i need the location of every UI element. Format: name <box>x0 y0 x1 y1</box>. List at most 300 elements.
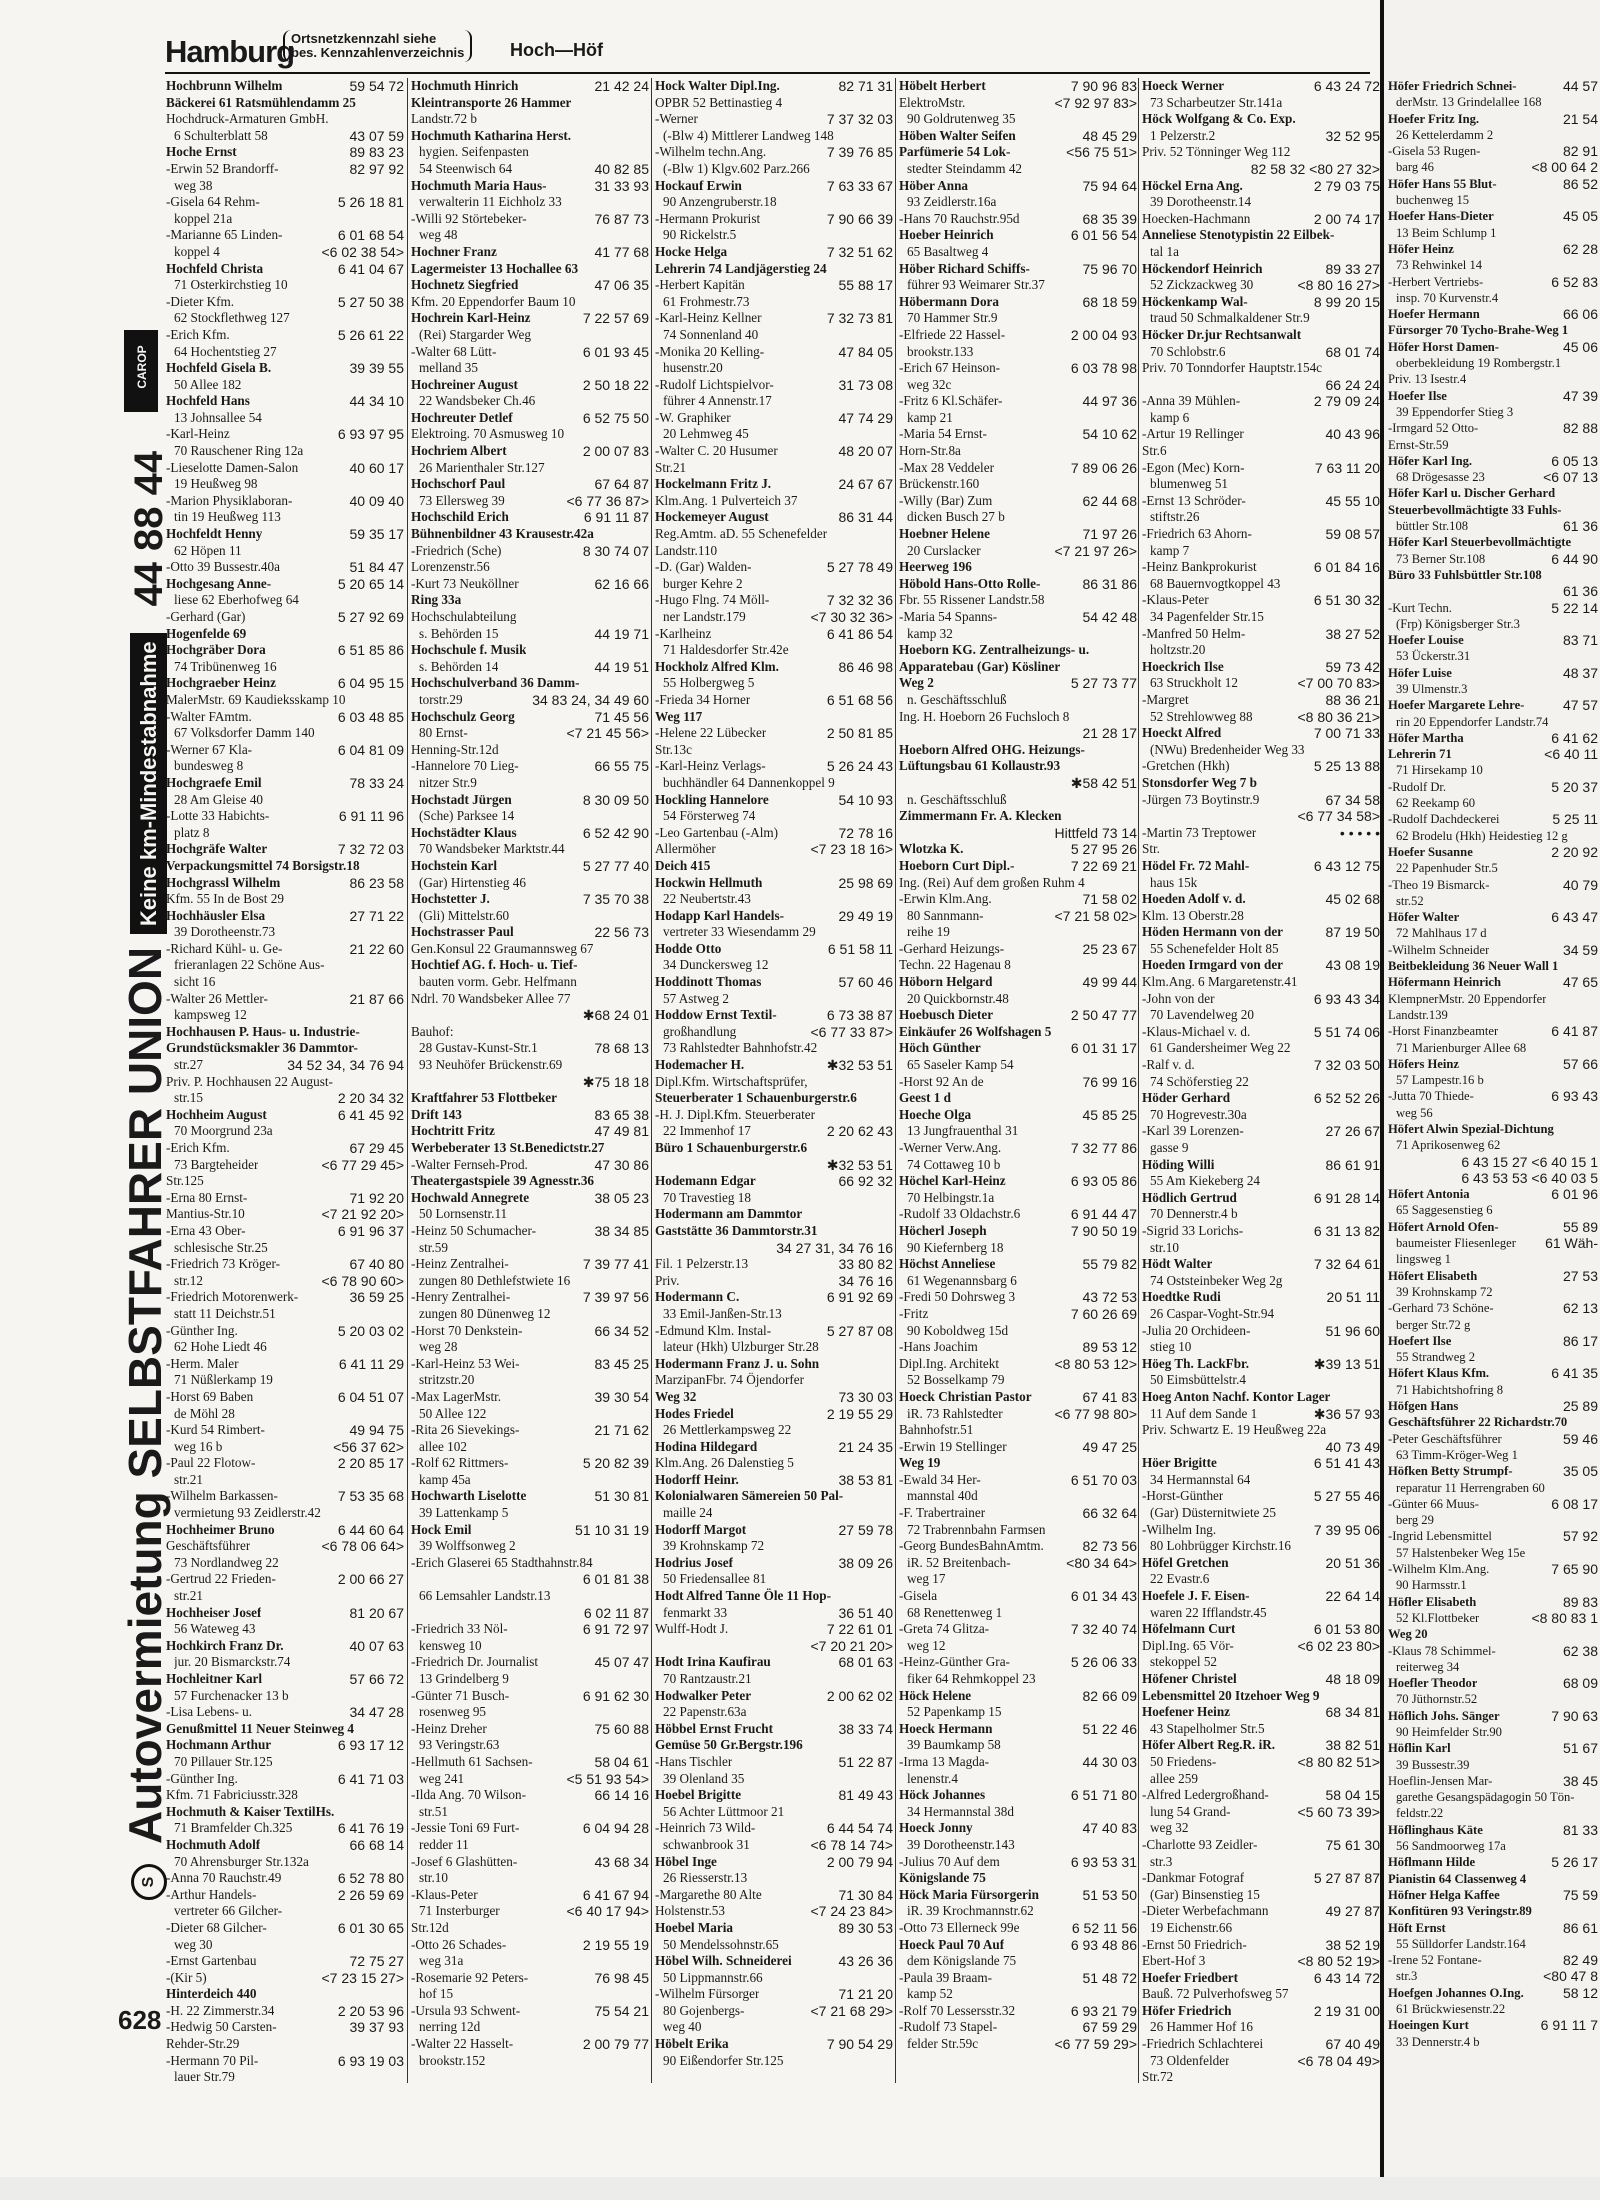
entry-text: Hoeborn Alfred OHG. Heizungs- <box>899 741 1085 757</box>
entry-phone: 40 43 96 <box>1325 426 1380 443</box>
entry-text: Brückenstr.160 <box>899 476 980 492</box>
listing-entry <box>1142 1903 1380 1920</box>
listing-entry <box>1388 1463 1598 1479</box>
listing-entry <box>411 1754 649 1771</box>
entry-phone: 6 43 15 27 <6 40 15 1 <box>1461 1153 1598 1170</box>
listing-entry <box>1388 1675 1598 1691</box>
entry-phone <box>645 1273 649 1290</box>
listing-entry <box>655 1704 893 1721</box>
entry-text: 20 Quickbornstr.48 <box>907 990 1009 1006</box>
entry-text: Hochschule f. Musik <box>411 642 527 658</box>
entry-text: -Herbert Kapitän <box>655 277 745 293</box>
entry-text: Höck Wolfgang & Co. Exp. <box>1142 111 1296 127</box>
entry-text: 70 Pillauer Str.125 <box>174 1753 273 1769</box>
listing-entry <box>166 1721 404 1738</box>
entry-text: Lagermeister 13 Hochallee 63 <box>411 260 579 276</box>
entry-text: stritzstr.20 <box>419 1372 475 1388</box>
entry-phone: <5 60 73 39> <box>1297 1803 1380 1820</box>
listing-entry <box>899 1937 1137 1954</box>
entry-phone <box>1594 1072 1598 1088</box>
entry-phone <box>400 1505 404 1522</box>
entry-phone <box>645 393 649 410</box>
listing-entry <box>411 1356 649 1373</box>
entry-text: -Karl-Heinz Verlags- <box>655 758 766 774</box>
entry-text: Hochfeld Hans <box>166 393 250 409</box>
entry-phone <box>400 1721 404 1738</box>
entry-text: 39 Bussestr.39 <box>1396 1757 1470 1772</box>
listing-entry <box>899 1704 1137 1721</box>
entry-phone: 6 43 14 72 <box>1313 1969 1380 1986</box>
listing-entry <box>899 758 1137 775</box>
entry-text: Klm.Ang. 1 Pulverteich 37 <box>655 492 798 508</box>
entry-text: 39 Dorotheenstr.73 <box>174 924 276 940</box>
entry-phone <box>645 327 649 344</box>
entry-phone: 2 00 74 17 <box>1313 210 1380 227</box>
listing-entry <box>411 1339 649 1356</box>
entry-phone: 2 50 81 85 <box>826 725 893 742</box>
entry-text: -Egon (Mec) Korn- <box>1142 459 1245 475</box>
entry-phone <box>1133 377 1137 394</box>
listing-entry <box>899 543 1137 560</box>
entry-text: 22 Wandsbeker Ch.46 <box>419 393 536 409</box>
entry-text: Fürsorger 70 Tycho-Brahe-Weg 1 <box>1388 323 1569 338</box>
entry-phone: 7 22 61 01 <box>826 1621 893 1638</box>
entry-text: Anneliese Stenotypistin 22 Eilbek- <box>1142 227 1335 243</box>
entry-text: -Erich 67 Heinson- <box>899 360 1001 376</box>
entry-text: weg 28 <box>419 1339 458 1355</box>
entry-text: Hochwarth Liselotte <box>411 1488 527 1504</box>
listing-entry <box>899 1605 1137 1622</box>
entry-text: Kleintransporte 26 Hammer <box>411 94 572 110</box>
entry-phone <box>889 742 893 759</box>
listing-entry <box>1388 1105 1598 1121</box>
entry-phone <box>889 1588 893 1605</box>
entry-phone: 61 Wäh- <box>1545 1235 1598 1252</box>
entry-phone <box>645 1024 649 1041</box>
entry-phone: 82 73 56 <box>1082 1538 1137 1555</box>
listing-entry <box>655 1173 893 1190</box>
listing-entry <box>1388 697 1598 713</box>
entry-text: -Günter 66 Muus- <box>1388 1496 1479 1511</box>
entry-text: 68 Renettenweg 1 <box>907 1604 1003 1620</box>
entry-text: 26 Mettlerkampsweg 22 <box>663 1422 792 1438</box>
entry-phone: 7 32 73 81 <box>826 310 893 327</box>
listing-entry <box>1142 675 1380 692</box>
listing-entry <box>899 1306 1137 1323</box>
entry-text: Höbold Hans-Otto Rolle- <box>899 575 1041 591</box>
entry-text: OPBR 52 Bettinastieg 4 <box>655 94 783 110</box>
listing-entry <box>655 1522 893 1539</box>
entry-phone <box>400 1306 404 1323</box>
entry-phone: 5 25 13 88 <box>1313 758 1380 775</box>
listing-entry <box>655 111 893 128</box>
listing-entry <box>1388 665 1598 681</box>
listing-entry <box>899 1721 1137 1738</box>
entry-text: str.12 <box>174 1272 203 1288</box>
entry-text: Höeg Th. LackFbr. <box>1142 1355 1249 1371</box>
entry-phone: 6 01 56 54 <box>1070 227 1137 244</box>
listing-entry <box>166 592 404 609</box>
entry-text: -Julius 70 Auf dem <box>899 1853 1000 1869</box>
listing-entry <box>655 476 893 493</box>
listing-entry <box>1142 1339 1380 1356</box>
entry-text: Hochstein Karl <box>411 857 498 873</box>
entry-text: stieg 10 <box>1150 1339 1192 1355</box>
listing-entry <box>411 1588 649 1605</box>
entry-text: Hodemacher H. <box>655 1057 745 1073</box>
listing-entry <box>655 95 893 112</box>
listing-entry <box>655 1107 893 1124</box>
entry-phone <box>889 1140 893 1157</box>
entry-text: 56 Sandmoorweg 17a <box>1396 1839 1506 1854</box>
entry-phone <box>400 2036 404 2053</box>
listing-entry <box>1388 632 1598 648</box>
entry-text: -Wilhelm techn.Ang. <box>655 144 767 160</box>
entry-text: -Max 28 Veddeler <box>899 459 994 475</box>
entry-text: Höfer Karl u. Discher Gerhard <box>1388 486 1556 501</box>
listing-entry <box>411 1671 649 1688</box>
listing-entry <box>655 1903 893 1920</box>
listing-entry <box>899 1040 1137 1057</box>
entry-phone <box>1133 1488 1137 1505</box>
entry-text: 90 Goldrutenweg 35 <box>907 111 1016 127</box>
entry-phone <box>889 1505 893 1522</box>
listing-entry <box>411 1223 649 1240</box>
entry-text: str.21 <box>174 1471 203 1487</box>
listing-entry <box>1142 543 1380 560</box>
listing-entry <box>655 1323 893 1340</box>
entry-phone: 82 91 <box>1562 143 1598 160</box>
listing-entry <box>166 1953 404 1970</box>
listing-entry <box>655 194 893 211</box>
entry-text: Rehder-Str.29 <box>166 2036 240 2052</box>
entry-phone <box>889 576 893 593</box>
entry-text: weg 56 <box>1396 1105 1433 1120</box>
entry-phone <box>645 227 649 244</box>
entry-text: kamp 6 <box>1150 409 1190 425</box>
listing-entry <box>899 443 1137 460</box>
entry-text: Höfer Heinz <box>1388 241 1454 256</box>
entry-phone: 72 75 27 <box>349 1953 404 1970</box>
entry-text: 19 Heußweg 98 <box>174 476 258 492</box>
entry-phone: 7 32 32 36 <box>826 592 893 609</box>
listing-entry <box>655 1040 893 1057</box>
entry-phone: 6 51 68 56 <box>826 691 893 708</box>
listing-entry <box>166 144 404 161</box>
listing-entry <box>1388 1284 1598 1300</box>
listing-entry <box>1388 1431 1598 1447</box>
listing-entry <box>655 1621 893 1638</box>
entry-phone <box>1133 410 1137 427</box>
entry-phone: 44 19 71 <box>594 625 649 642</box>
listing-entry <box>1142 78 1380 95</box>
listing-entry <box>411 1007 649 1024</box>
listing-entry <box>1388 420 1598 436</box>
listing-entry <box>166 692 404 709</box>
listing-entry <box>166 1903 404 1920</box>
listing-entry <box>411 2019 649 2036</box>
entry-phone: <6 77 33 87> <box>810 1023 893 1040</box>
entry-text: -Klaus 78 Schimmel- <box>1388 1643 1496 1658</box>
entry-phone: 6 41 71 03 <box>337 1770 404 1787</box>
entry-phone <box>1594 1349 1598 1365</box>
listing-entry <box>1142 1306 1380 1323</box>
entry-text: Höfer Albert Reg.R. iR. <box>1142 1737 1276 1753</box>
listing-entry <box>655 775 893 792</box>
entry-phone <box>889 1223 893 1240</box>
entry-phone: 45 06 <box>1562 338 1598 355</box>
listing-entry <box>1142 1007 1380 1024</box>
entry-phone <box>645 2053 649 2070</box>
entry-text: Hoecken-Hachmann <box>1142 210 1251 226</box>
entry-phone <box>1133 476 1137 493</box>
entry-text: Landstr.139 <box>1388 1007 1448 1022</box>
entry-text: haus 15k <box>1150 874 1198 890</box>
entry-text: Hoeck Hermann <box>899 1720 993 1736</box>
entry-text: kampsweg 12 <box>174 1007 247 1023</box>
entry-phone <box>400 1024 404 1041</box>
entry-text: Höder Gerhard <box>1142 1090 1231 1106</box>
entry-phone: 2 00 07 83 <box>582 443 649 460</box>
advertisement-sidebar <box>120 300 170 2200</box>
listing-entry <box>899 1737 1137 1754</box>
entry-text: -Henry Zentralhei- <box>411 1289 511 1305</box>
entry-phone: 62 28 <box>1562 240 1598 257</box>
listing-entry <box>899 426 1137 443</box>
entry-text: Priv. P. Hochhausen 22 August- <box>166 1073 333 1089</box>
entry-text: 54 Steenwisch 64 <box>419 160 513 176</box>
entry-phone: 89 33 27 <box>1325 260 1380 277</box>
listing-entry <box>1142 1356 1380 1373</box>
entry-phone: 51 22 87 <box>838 1753 893 1770</box>
listing-entry <box>411 178 649 195</box>
entry-text: tin 19 Heußweg 113 <box>174 509 281 525</box>
entry-text: Hoefer Hans-Dieter <box>1388 209 1494 224</box>
entry-text: weg 16 b <box>174 1438 223 1454</box>
entry-phone: 6 41 87 <box>1551 1023 1598 1040</box>
entry-phone <box>400 2069 404 2086</box>
entry-text: rin 20 Eppendorfer Landstr.74 <box>1396 714 1549 729</box>
listing-entry <box>1142 2019 1380 2036</box>
entry-text: 72 Mahlhaus 17 d <box>1396 926 1487 941</box>
listing-entry <box>655 1654 893 1671</box>
entry-text: weg 12 <box>907 1637 946 1653</box>
listing-column-2 <box>411 78 649 2069</box>
entry-phone <box>400 626 404 643</box>
listing-entry <box>1142 310 1380 327</box>
entry-text: -Hugo Flng. 74 Möll- <box>655 592 770 608</box>
entry-text: -Gretchen (Hkh) <box>1142 758 1230 774</box>
listing-entry <box>411 294 649 311</box>
entry-text: -Lisa Lebens- u. <box>166 1704 253 1720</box>
listing-entry <box>899 1024 1137 1041</box>
listing-entry <box>1142 1737 1380 1754</box>
entry-text: Ernst-Str.59 <box>1388 437 1449 452</box>
entry-phone: 6 51 85 86 <box>337 642 404 659</box>
entry-text: torstr.29 <box>419 691 463 707</box>
entry-text: -Erna 43 Ober- <box>166 1222 246 1238</box>
listing-entry <box>655 642 893 659</box>
listing-entry <box>166 1223 404 1240</box>
entry-phone: 27 71 22 <box>349 907 404 924</box>
listing-entry <box>1388 1773 1598 1789</box>
listing-entry <box>1142 2069 1380 2086</box>
entry-text: -Friedrich 63 Ahorn- <box>1142 526 1252 542</box>
entry-phone: <6 78 14 74> <box>810 1836 893 1853</box>
entry-text: -Wilhelm Barkassen- <box>166 1488 278 1504</box>
entry-text: 90 Koboldweg 15d <box>907 1322 1009 1338</box>
entry-text: Hodes Friedel <box>655 1405 734 1421</box>
entry-phone: 51 96 60 <box>1325 1322 1380 1339</box>
listing-entry <box>166 344 404 361</box>
entry-phone <box>645 144 649 161</box>
entry-text: weg 31a <box>419 1953 464 1969</box>
entry-text: Höck Helene <box>899 1687 972 1703</box>
entry-text: MarzipanFbr. 74 Öjendorfer <box>655 1372 805 1388</box>
entry-phone: 27 53 <box>1562 1267 1598 1284</box>
entry-phone: 36 59 25 <box>349 1289 404 1306</box>
entry-phone <box>1594 714 1598 730</box>
entry-phone <box>1133 924 1137 941</box>
listing-entry <box>411 924 649 941</box>
entry-text: 61 Wegenannsbarg 6 <box>907 1272 1017 1288</box>
entry-phone: 38 05 23 <box>594 1189 649 1206</box>
entry-text: Hockemeyer August <box>655 509 769 525</box>
listing-entry <box>899 675 1137 692</box>
entry-text: Höbelt Herbert <box>899 78 986 93</box>
entry-text: 90 Harmsstr.1 <box>1396 1578 1467 1593</box>
entry-phone <box>889 393 893 410</box>
entry-text: -Max LagerMstr. <box>411 1388 502 1404</box>
listing-entry <box>166 891 404 908</box>
entry-text: Bauhof: <box>411 1023 454 1039</box>
entry-text: -Artur 19 Rellinger <box>1142 426 1244 442</box>
listing-entry <box>655 393 893 410</box>
entry-phone <box>889 526 893 543</box>
entry-text: Theatergastspiele 39 Agnesstr.36 <box>411 1173 595 1189</box>
entry-phone: 40 82 85 <box>594 160 649 177</box>
listing-entry <box>166 1737 404 1754</box>
entry-text: Str.13c <box>655 741 692 757</box>
entry-text: 54 Försterweg 74 <box>663 808 756 824</box>
listing-entry <box>1142 327 1380 344</box>
listing-entry <box>899 377 1137 394</box>
entry-text: 50 Lippmannstr.66 <box>663 1969 763 1985</box>
entry-text: Kfm. 55 In de Bost 29 <box>166 891 284 907</box>
entry-phone <box>400 1621 404 1638</box>
entry-phone: 78 33 24 <box>349 774 404 791</box>
entry-phone <box>1133 626 1137 643</box>
entry-phone: 7 32 64 61 <box>1313 1256 1380 1273</box>
entry-text: Höfert Arnold Ofen- <box>1388 1219 1499 1234</box>
listing-entry <box>1142 1372 1380 1389</box>
listing-entry <box>166 908 404 925</box>
entry-phone: 36 51 40 <box>838 1604 893 1621</box>
entry-phone: 61 36 <box>1562 518 1598 535</box>
entry-phone <box>1133 1522 1137 1539</box>
entry-text: Hoeingen Kurt <box>1388 2018 1469 2033</box>
entry-text: 63 Struckholt 12 <box>1150 675 1238 691</box>
entry-text: 55 Am Kiekeberg 24 <box>1150 1173 1261 1189</box>
entry-text: Höfener Christel <box>1142 1671 1237 1686</box>
entry-text: Str. <box>1142 841 1160 857</box>
entry-text: Hochfeld Christa <box>166 260 264 276</box>
entry-text: -Lieselotte Damen-Salon <box>166 459 299 475</box>
entry-text: 19 Eichenstr.66 <box>1150 1919 1233 1935</box>
entry-phone: 6 04 95 15 <box>337 675 404 692</box>
entry-text: 71 Osterkirchstieg 10 <box>174 277 288 293</box>
listing-entry <box>655 841 893 858</box>
entry-text: str.59 <box>419 1239 448 1255</box>
listing-entry <box>655 1970 893 1987</box>
entry-text: Mantius-Str.10 <box>166 1206 245 1222</box>
listing-entry <box>655 1140 893 1157</box>
entry-phone: 7 37 32 03 <box>826 111 893 128</box>
entry-phone: 45 55 10 <box>1325 492 1380 509</box>
listing-entry <box>1388 1202 1598 1218</box>
entry-text: Höflin Karl <box>1388 1741 1451 1756</box>
entry-phone <box>889 327 893 344</box>
entry-phone: ✱32 53 51 <box>826 1156 893 1173</box>
entry-text: 65 Basaltweg 4 <box>907 243 989 259</box>
entry-phone: 34 59 <box>1562 941 1598 958</box>
entry-text: iR. 39 Krochmannstr.62 <box>907 1903 1034 1919</box>
listing-entry <box>655 294 893 311</box>
entry-phone: 57 60 46 <box>838 974 893 991</box>
entry-text: Weg 32 <box>655 1388 697 1404</box>
entry-text: 74 Tribünenweg 16 <box>174 658 277 674</box>
entry-phone: 76 99 16 <box>1082 1073 1137 1090</box>
entry-phone: 6 08 17 <box>1551 1495 1598 1512</box>
entry-text: Hoeck Jonny <box>899 1820 973 1836</box>
listing-entry <box>1142 576 1380 593</box>
listing-entry <box>411 576 649 593</box>
listing-entry <box>655 310 893 327</box>
listing-entry <box>655 626 893 643</box>
listing-entry <box>411 2036 649 2053</box>
facing-page-column <box>1388 78 1598 2050</box>
entry-text: -Ernst 50 Friedrich- <box>1142 1936 1247 1952</box>
entry-phone <box>400 1688 404 1705</box>
listing-entry <box>411 1240 649 1257</box>
listing-entry <box>655 825 893 842</box>
entry-phone <box>1133 1903 1137 1920</box>
entry-text: Henning-Str.12d <box>411 741 499 757</box>
listing-entry <box>1388 1219 1598 1235</box>
entry-phone <box>889 775 893 792</box>
listing-entry <box>1142 1123 1380 1140</box>
entry-phone: 7 63 33 67 <box>826 177 893 194</box>
listing-entry <box>166 1007 404 1024</box>
entry-text: ner Landstr.179 <box>663 609 746 624</box>
listing-entry <box>655 1472 893 1489</box>
listing-entry <box>411 742 649 759</box>
entry-text: -Gisela <box>899 1588 938 1604</box>
entry-text: Hochschulz Georg <box>411 708 515 724</box>
entry-text: 80 Lohbrügger Kirchstr.16 <box>1150 1538 1292 1554</box>
listing-entry <box>411 626 649 643</box>
listing-entry <box>166 1522 404 1539</box>
entry-phone: 75 96 70 <box>1082 260 1137 277</box>
entry-phone: 21 54 <box>1562 110 1598 127</box>
entry-text: schlesische Str.25 <box>174 1239 268 1255</box>
entry-text: -Hellmuth 61 Sachsen- <box>411 1753 533 1769</box>
listing-entry <box>411 344 649 361</box>
listing-entry <box>411 1522 649 1539</box>
listing-entry <box>1142 941 1380 958</box>
listing-entry <box>899 1356 1137 1373</box>
entry-phone <box>1133 957 1137 974</box>
